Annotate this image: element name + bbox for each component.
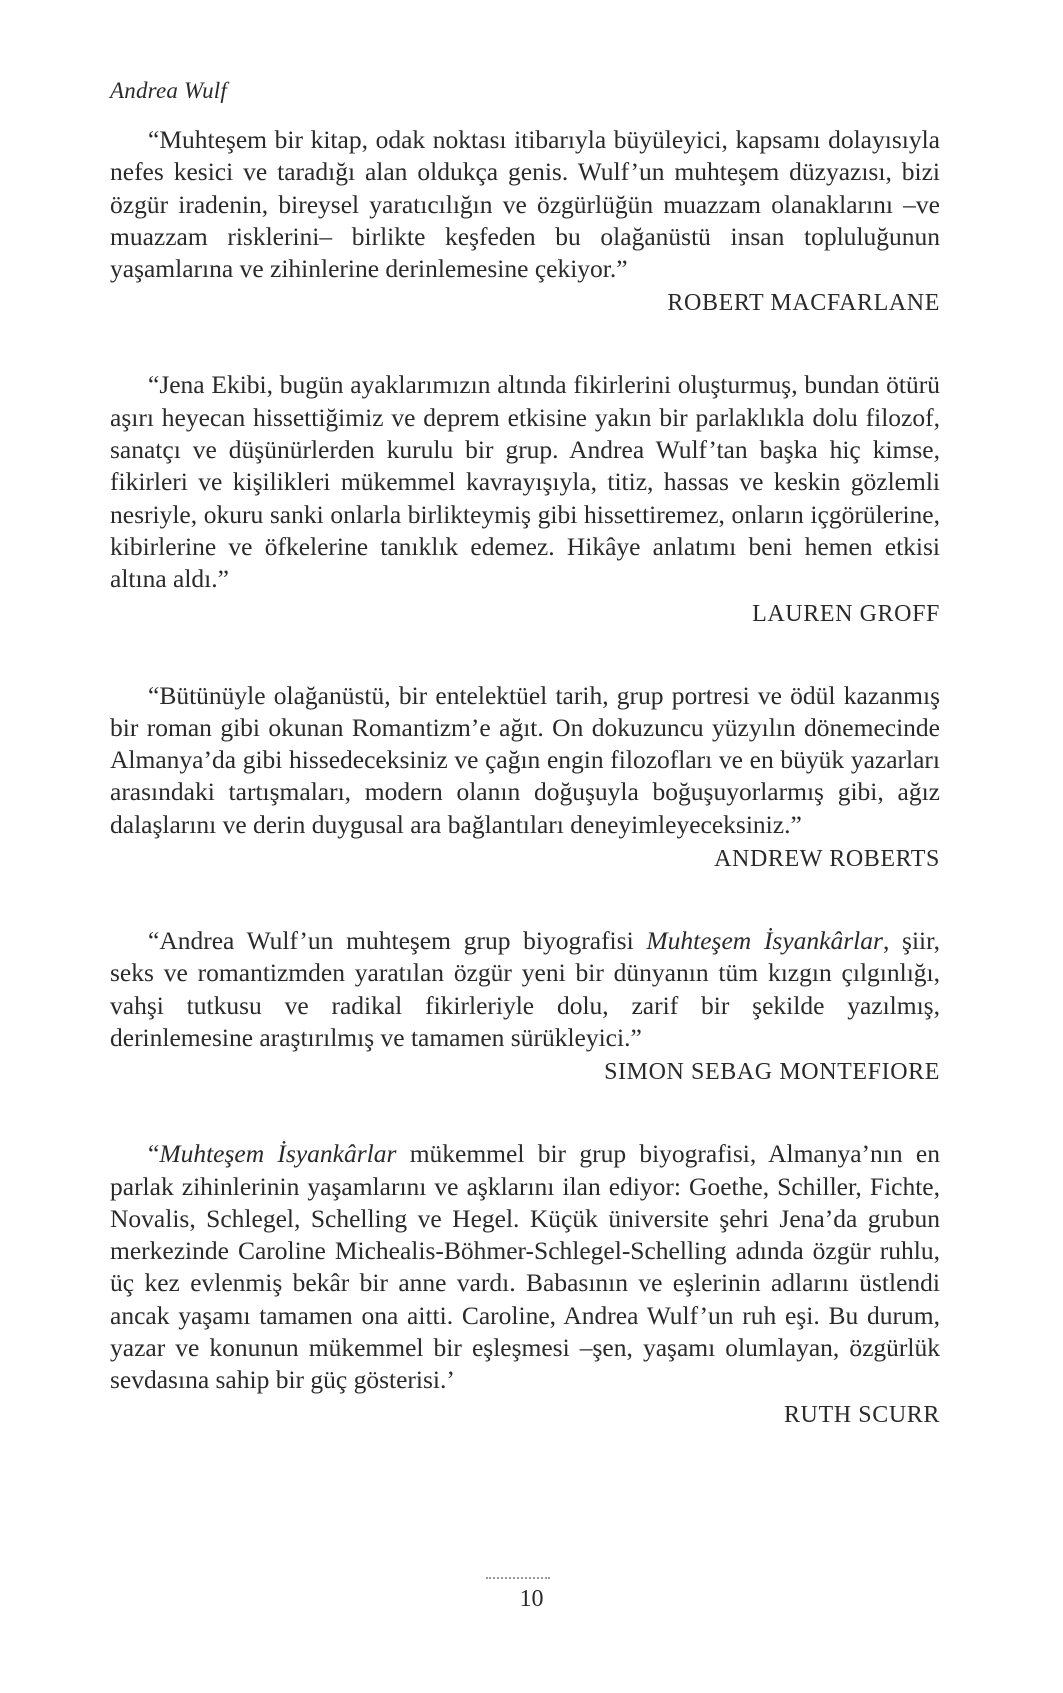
quote-text: , şiir, seks ve romantizmden yaratılan özgür yeni bir dünyanın tüm kızgın çılgınlığı, vahşi tutkusu ve radikal fikirleriyle dolu, zarif bir şekilde yazılmış, derinlemesine araştırılmış ve tamamen sürükleyici.” bbox=[110, 926, 940, 1052]
quote-text: “Bütünüyle olağanüstü, bir entelektüel tarih, grup portresi ve ödül kazanmış bir roman gibi okunan Romantizm’e ağıt. On dokuzuncu yüzyılın dönemecinde Almanya’da gibi hissedeceksiniz ve çağın engin filozofları ve en büyük yazarları arasındaki tartışmaları, modern olanın doğuşuyla boğuşuyorlarmış gibi, ağız dalaşlarını ve derin duygusal ara bağlantıları deneyimleyeceksiniz.” bbox=[110, 680, 940, 839]
endorsement-quote bbox=[110, 925, 940, 1054]
footer-dotted-rule bbox=[486, 1577, 550, 1579]
endorsement-block bbox=[110, 1138, 940, 1430]
quote-text: “Andrea Wulf’un muhteşem grup biyografisi bbox=[148, 926, 647, 956]
endorsement-block bbox=[110, 369, 940, 629]
endorsement-block bbox=[110, 124, 940, 319]
endorsement-author: ANDREW ROBERTS bbox=[714, 846, 940, 873]
book-title: Muhteşem İsyankârlar bbox=[159, 1139, 397, 1169]
endorsement-block bbox=[110, 680, 940, 875]
endorsement-block bbox=[110, 925, 940, 1088]
endorsement-quote bbox=[110, 1138, 940, 1396]
quote-text: mükemmel bir grup biyografisi, Almanya’nın en parlak zihinlerinin yaşamlarını ve aşklarını ilan ediyor: Goethe, Schiller, Fichte, Novalis, Schlegel, Schelling ve Hegel. Küçük üniversite şehri Jena’da grubun merkezinde Caroline Michealis-Böhmer-Schlegel-Schelling adında özgür ruhlu, üç kez evlenmiş bekâr bir anne vardı. Babasının ve eşlerinin adlarını üstlendi ancak yaşamı tamamen ona aitti. Caroline, Andrea Wulf’un ruh eşi. Bu durum, yazar ve konunun mükemmel bir eşleşmesi –şen, yaşamı olumlayan, özgürlük sevdasına sahip bir güç gösterisi.’ bbox=[110, 1139, 940, 1395]
endorsement-author: SIMON SEBAG MONTEFIORE bbox=[604, 1059, 940, 1086]
endorsement-author: ROBERT MACFARLANE bbox=[667, 290, 940, 317]
quote-text: “ bbox=[148, 1139, 160, 1169]
quote-text: “Muhteşem bir kitap, odak noktası itibarıyla büyüleyici, kapsamı dolayısıyla nefes kesici ve taradığı alan oldukça genis. Wulf’un muhteşem düzyazısı, bizi özgür iradenin, bireysel yaratıcılığın ve özgürlüğün muazzam olanaklarını –ve muazzam risklerini– birlikte keşfeden bu olağanüstü insan topluluğunun yaşamlarına ve zihinlerine derinlemesine çekiyor.” bbox=[110, 125, 940, 284]
page-number: 10 bbox=[519, 1586, 544, 1612]
quote-text: “Jena Ekibi, bugün ayaklarımızın altında fikirlerini oluşturmuş, bundan ötürü aşırı heyecan hissettiğimiz ve deprem etkisine yakın bir parlaklıkla dolu filozof, sanatçı ve düşünürlerden kurulu bir grup. Andrea Wulf’tan başka hiç kimse, fikirleri ve kişilikleri mükemmel kavrayışıyla, titiz, hassas ve keskin gözlemli nesriyle, okuru sanki onlarla birlikteymiş gibi hissettiremez, onların içgörülerine, kibirlerine ve öfkelerine tanıklık edemez. Hikâye anlatımı beni hemen etkisi altına aldı.” bbox=[110, 370, 940, 594]
book-title: Muhteşem İsyankârlar bbox=[646, 926, 883, 956]
endorsement-quote bbox=[110, 680, 940, 841]
running-head-author: Andrea Wulf bbox=[110, 78, 227, 103]
endorsement-author: RUTH SCURR bbox=[783, 1401, 940, 1428]
endorsement-quote bbox=[110, 369, 940, 595]
endorsement-quote bbox=[110, 124, 940, 285]
endorsement-author: LAUREN GROFF bbox=[752, 600, 940, 627]
endorsements bbox=[110, 124, 940, 1481]
